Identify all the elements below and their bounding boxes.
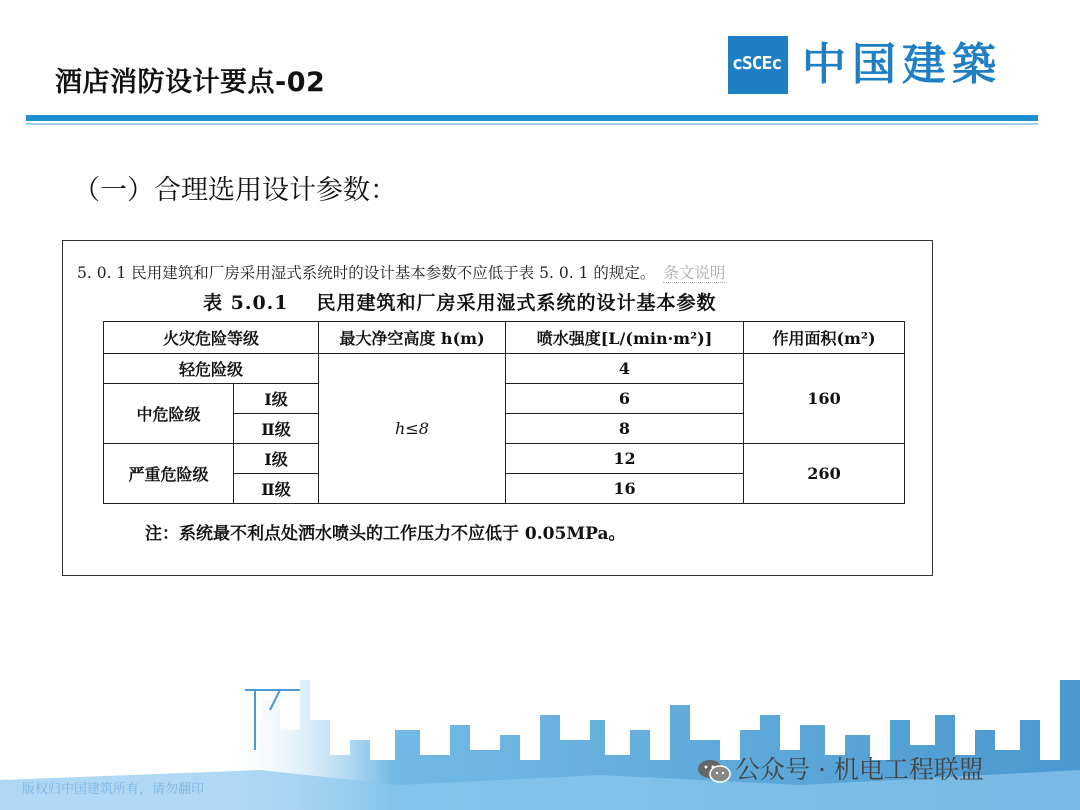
cell-intensity: 4 xyxy=(506,354,744,384)
cell-intensity: 12 xyxy=(506,444,744,474)
cell-grade: Ⅰ级 xyxy=(234,444,319,474)
cell-height: h≤8 xyxy=(319,354,506,504)
wechat-brand-text: 公众号 · 机电工程联盟 xyxy=(735,755,984,784)
table-row xyxy=(104,354,905,384)
table-header-row xyxy=(104,322,905,354)
table-note: 注：系统最不利点处洒水喷头的工作压力不应低于 0.05MPa。 xyxy=(145,524,626,544)
table-title xyxy=(203,288,717,315)
cell-medium-hazard: 中危险级 xyxy=(104,384,234,444)
section-heading: （一）合理选用设计参数： xyxy=(73,175,397,206)
clause-text xyxy=(77,261,725,283)
header-hazard-class: 火灾危险等级 xyxy=(104,322,319,354)
cell-intensity: 16 xyxy=(506,474,744,504)
table-title-text: 民用建筑和厂房采用湿式系统的设计基本参数 xyxy=(316,292,717,314)
cell-grade: Ⅱ级 xyxy=(234,414,319,444)
clause-body: 5. 0. 1 民用建筑和厂房采用湿式系统时的设计基本参数不应低于表 5. 0. 1 的规定。 xyxy=(77,264,656,282)
wechat-brand xyxy=(697,750,984,786)
design-parameter-table xyxy=(103,321,905,504)
logo-mark-text: cSCEc xyxy=(732,53,782,74)
cell-intensity: 6 xyxy=(506,384,744,414)
cell-grade: Ⅰ级 xyxy=(234,384,319,414)
copyright-notice: 版权归中国建筑所有，请勿翻印 xyxy=(22,782,205,797)
logo-mark xyxy=(728,36,788,94)
logo-text: 中国建築 xyxy=(802,39,1002,90)
cell-light-hazard: 轻危险级 xyxy=(104,354,319,384)
cell-area: 160 xyxy=(744,354,905,444)
wechat-icon xyxy=(697,758,731,784)
cell-severe-hazard: 严重危险级 xyxy=(104,444,234,504)
header-max-height: 最大净空高度 h(m) xyxy=(319,322,506,354)
cell-grade: Ⅱ级 xyxy=(234,474,319,504)
header-rule-thin xyxy=(26,123,1038,125)
header-spray-intensity: 喷水强度[L/(min·m²)] xyxy=(506,322,744,354)
header-rule xyxy=(26,115,1038,121)
cscec-logo xyxy=(728,36,1038,94)
slide-title: 酒店消防设计要点-02 xyxy=(55,67,326,98)
cell-intensity: 8 xyxy=(506,414,744,444)
cell-area: 260 xyxy=(744,444,905,504)
code-excerpt-figure xyxy=(62,240,933,576)
clause-explanation-link[interactable]: 条文说明 xyxy=(663,264,726,282)
header-action-area: 作用面积(m²) xyxy=(744,322,905,354)
table-number: 表 5.0.1 xyxy=(203,292,289,314)
